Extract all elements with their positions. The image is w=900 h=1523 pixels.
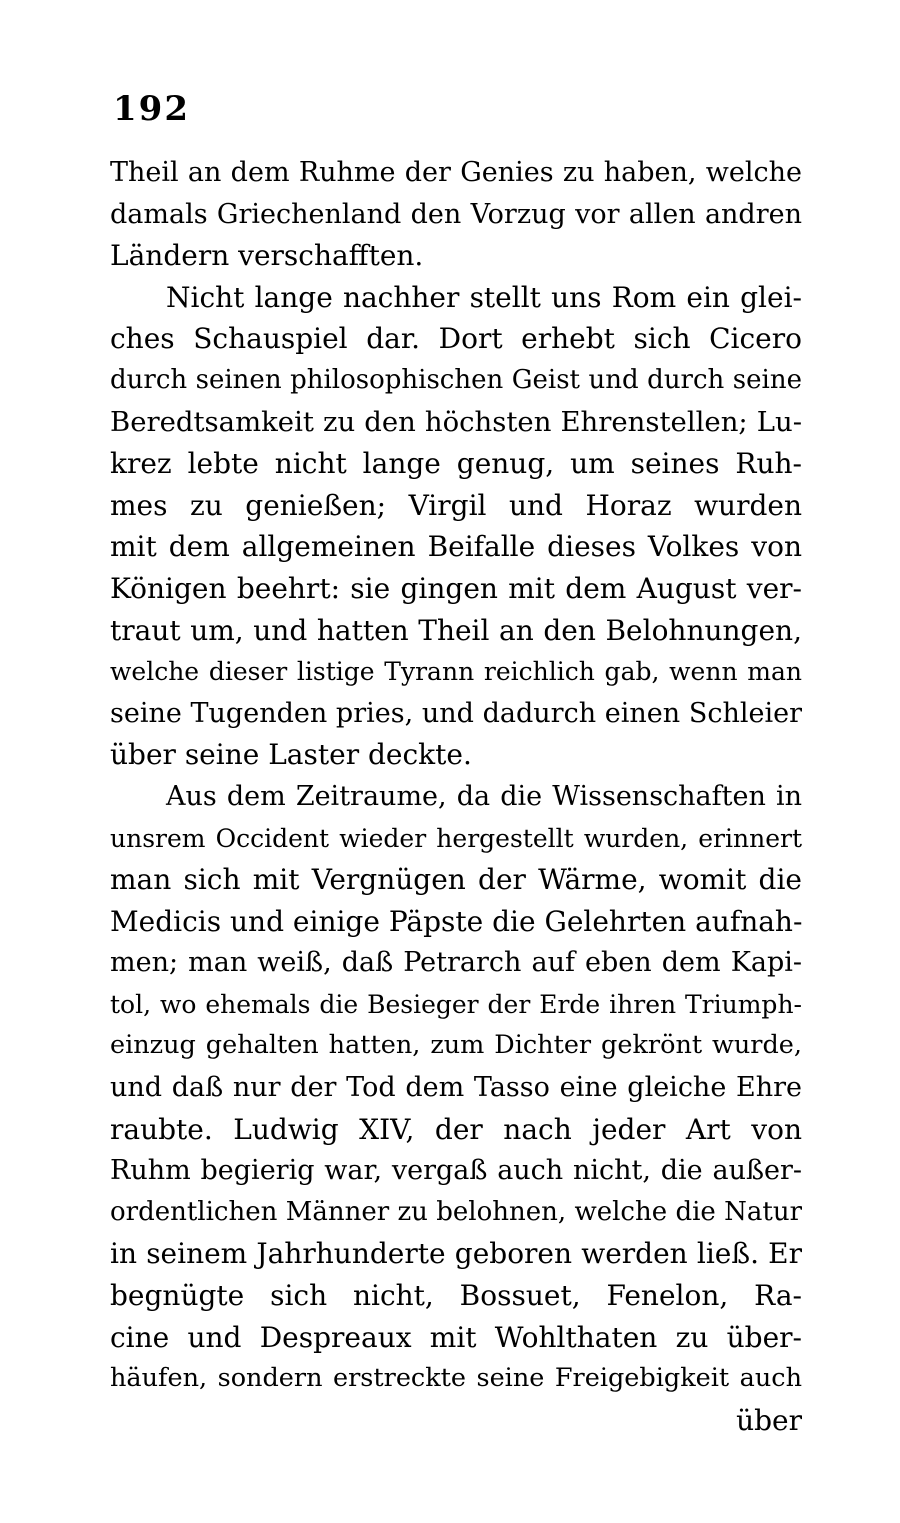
- text-line: häufen, sondern erstreckte seine Freigebigkeit auch: [110, 1363, 802, 1394]
- text-line: begnügte sich nicht, Bossuet, Fenelon, Ra-: [110, 1279, 802, 1313]
- text-line: unsrem Occident wieder hergestellt wurden, erinnert: [110, 823, 802, 853]
- text-line: Beredtsamkeit zu den höchsten Ehrenstellen; Lu-: [110, 405, 802, 438]
- body-text: [110, 152, 802, 1441]
- paragraph-start-line: Nicht lange nachher stellt uns Rom ein glei-: [166, 280, 802, 314]
- text-line: tol, wo ehemals die Besieger der Erde ihren Triumph-: [110, 989, 802, 1019]
- text-line: mit dem allgemeinen Beifalle dieses Volkes von: [110, 530, 802, 564]
- text-line: seine Tugenden pries, und dadurch einen Schleier: [110, 697, 802, 729]
- text-line: welche dieser listige Tyrann reichlich gab, wenn man: [110, 657, 802, 687]
- text-line: ches Schauspiel dar. Dort erhebt sich Cicero: [110, 322, 802, 356]
- text-line: Medicis und einige Päpste die Gelehrten aufnah-: [110, 904, 802, 938]
- text-line: krez lebte nicht lange genug, um seines Ruh-: [110, 447, 802, 481]
- page-number: 192: [113, 89, 190, 129]
- text-line: ordentlichen Männer zu belohnen, welche die Natur: [110, 1196, 802, 1227]
- text-line: cine und Despreaux mit Wohlthaten zu über-: [110, 1320, 802, 1354]
- text-line: und daß nur der Tod dem Tasso eine gleiche Ehre: [110, 1072, 802, 1104]
- text-line: raubte. Ludwig XIV, der nach jeder Art von: [110, 1112, 802, 1146]
- text-line: mes zu genießen; Virgil und Horaz wurden: [110, 488, 802, 522]
- text-line: in seinem Jahrhunderte geboren werden ließ. Er: [110, 1237, 802, 1271]
- text-line: Ländern verschafften.: [110, 239, 424, 273]
- paragraph-start-line: Aus dem Zeitraume, da die Wissenschaften in: [166, 780, 802, 812]
- text-line: man sich mit Vergnügen der Wärme, womit die: [110, 863, 802, 897]
- text-line: men; man weiß, daß Petrarch auf eben dem Kapi-: [110, 947, 802, 979]
- text-line: damals Griechenland den Vorzug vor allen andren: [110, 198, 802, 230]
- text-line: Theil an dem Ruhme der Genies zu haben, welche: [110, 157, 802, 188]
- catchword: über: [736, 1403, 802, 1437]
- text-line: traut um, und hatten Theil an den Belohnungen,: [110, 613, 802, 647]
- text-line: Ruhm begierig war, vergaß auch nicht, die außer-: [110, 1155, 802, 1187]
- text-line: einzug gehalten hatten, zum Dichter gekrönt wurde,: [110, 1030, 802, 1061]
- text-line: über seine Laster deckte.: [110, 738, 472, 772]
- text-line: Königen beehrt: sie gingen mit dem August ver-: [110, 571, 802, 605]
- text-line: durch seinen philosophischen Geist und durch seine: [110, 364, 802, 395]
